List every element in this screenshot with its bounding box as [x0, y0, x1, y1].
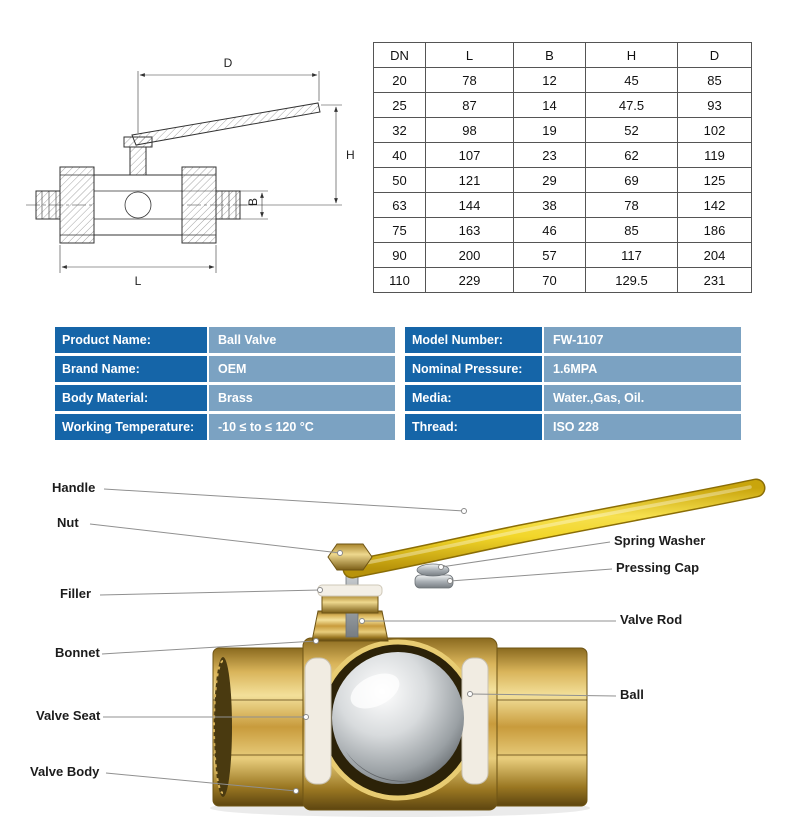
dim-cell: 102	[678, 118, 752, 143]
valve-cutaway-section	[0, 455, 800, 820]
spec-row	[55, 414, 395, 440]
dimension-L	[60, 245, 216, 273]
dimension-table-body	[374, 68, 752, 293]
dim-cell: 125	[678, 168, 752, 193]
spec-label: Model Number:	[405, 327, 542, 353]
dim-cell: 52	[586, 118, 678, 143]
union-nut-left	[60, 167, 94, 243]
valve-body-outline	[94, 175, 182, 235]
dim-row	[374, 193, 752, 218]
valve-seat-left-shape	[305, 658, 331, 784]
dim-cell: 19	[514, 118, 586, 143]
dim-cell: 98	[426, 118, 514, 143]
dim-cell: 29	[514, 168, 586, 193]
dim-cell: 85	[586, 218, 678, 243]
callout-valve-rod: Valve Rod	[620, 612, 683, 627]
valve-body-right-shape	[487, 648, 587, 806]
callout-valve-seat: Valve Seat	[36, 708, 101, 723]
callout-valve-body: Valve Body	[30, 764, 100, 779]
technical-drawing-svg	[18, 45, 358, 313]
gland-shape	[322, 595, 378, 613]
spec-value: 1.6MPA	[544, 356, 741, 382]
dim-cell: 85	[678, 68, 752, 93]
dim-cell: 129.5	[586, 268, 678, 293]
dim-cell: 163	[426, 218, 514, 243]
spec-row	[405, 327, 741, 353]
dim-cell: 107	[426, 143, 514, 168]
spec-label: Brand Name:	[55, 356, 207, 382]
union-nut-right	[182, 167, 216, 243]
leader-line-handle	[104, 489, 464, 511]
spec-label: Body Material:	[55, 385, 207, 411]
spec-label: Nominal Pressure:	[405, 356, 542, 382]
dim-cell: 20	[374, 68, 426, 93]
valve-handle-shape	[352, 487, 756, 569]
spec-row	[405, 356, 741, 382]
dim-header-cell: DN	[374, 43, 426, 68]
dim-row	[374, 143, 752, 168]
spec-value: OEM	[209, 356, 395, 382]
dim-cell: 93	[678, 93, 752, 118]
dim-cell: 23	[514, 143, 586, 168]
dim-cell: 57	[514, 243, 586, 268]
dim-cell: 12	[514, 68, 586, 93]
nut-shape	[328, 544, 372, 570]
leader-line-pressing-cap	[450, 569, 612, 581]
dim-row	[374, 268, 752, 293]
dim-cell: 45	[586, 68, 678, 93]
dim-cell: 25	[374, 93, 426, 118]
dim-label-H: H	[346, 148, 355, 162]
dim-row	[374, 118, 752, 143]
dim-row	[374, 218, 752, 243]
valve-body-left-shape	[213, 648, 313, 806]
dim-label-L: L	[134, 274, 142, 288]
dim-cell: 50	[374, 168, 426, 193]
spec-row	[405, 385, 741, 411]
dim-row	[374, 93, 752, 118]
dim-label-D: D	[223, 56, 233, 70]
filler-ring-shape	[318, 585, 382, 596]
dim-cell: 75	[374, 218, 426, 243]
spec-value: Water.,Gas, Oil.	[544, 385, 741, 411]
dim-cell: 117	[586, 243, 678, 268]
dim-cell: 14	[514, 93, 586, 118]
dim-cell: 87	[426, 93, 514, 118]
spec-value: Ball Valve	[209, 327, 395, 353]
callout-ball: Ball	[620, 687, 644, 702]
dim-cell: 144	[426, 193, 514, 218]
valve-seat-right-shape	[462, 658, 488, 784]
dim-cell: 78	[426, 68, 514, 93]
valve-cutaway-illustration	[0, 455, 800, 820]
dim-header-cell: H	[586, 43, 678, 68]
spec-label: Product Name:	[55, 327, 207, 353]
spec-value: -10 ≤ to ≤ 120 °C	[209, 414, 395, 440]
dim-cell: 63	[374, 193, 426, 218]
dim-cell: 70	[514, 268, 586, 293]
dim-cell: 90	[374, 243, 426, 268]
callout-filler: Filler	[60, 586, 92, 601]
callout-bonnet: Bonnet	[55, 645, 100, 660]
dim-cell: 121	[426, 168, 514, 193]
technical-drawing	[18, 45, 358, 313]
dim-cell: 78	[586, 193, 678, 218]
pipe-stub-left	[36, 191, 60, 219]
dim-cell: 69	[586, 168, 678, 193]
callout-spring-washer: Spring Washer	[614, 533, 706, 548]
ball-shape	[332, 652, 464, 784]
dim-header-cell: D	[678, 43, 752, 68]
dim-row	[374, 243, 752, 268]
dim-cell: 46	[514, 218, 586, 243]
dim-cell: 62	[586, 143, 678, 168]
spec-row	[55, 385, 395, 411]
dim-row	[374, 68, 752, 93]
dim-cell: 231	[678, 268, 752, 293]
leader-line-filler	[100, 590, 320, 595]
callout-pressing-cap: Pressing Cap	[616, 560, 700, 575]
callout-handle: Handle	[52, 480, 96, 495]
dim-cell: 38	[514, 193, 586, 218]
spec-row	[405, 414, 741, 440]
dim-cell: 110	[374, 268, 426, 293]
dim-header-row	[374, 43, 752, 68]
spec-value: Brass	[209, 385, 395, 411]
spec-label: Working Temperature:	[55, 414, 207, 440]
dim-cell: 40	[374, 143, 426, 168]
dim-header-cell: B	[514, 43, 586, 68]
handle-outline	[132, 103, 320, 145]
dim-cell: 186	[678, 218, 752, 243]
dim-header-cell: L	[426, 43, 514, 68]
dim-label-B: B	[246, 197, 260, 206]
dim-cell: 229	[426, 268, 514, 293]
spec-value: FW-1107	[544, 327, 741, 353]
spec-row	[55, 327, 395, 353]
dimension-table	[373, 42, 752, 293]
dim-cell: 200	[426, 243, 514, 268]
spec-table	[55, 327, 741, 440]
spec-row	[55, 356, 395, 382]
spec-label: Media:	[405, 385, 542, 411]
pipe-stub-right	[216, 191, 240, 219]
dim-cell: 119	[678, 143, 752, 168]
leader-line-nut	[90, 524, 340, 553]
spec-value: ISO 228	[544, 414, 741, 440]
dim-row	[374, 168, 752, 193]
callout-nut: Nut	[57, 515, 79, 530]
dim-cell: 204	[678, 243, 752, 268]
spec-col-left	[55, 327, 395, 440]
spring-washer-shape	[417, 564, 449, 576]
dim-cell: 142	[678, 193, 752, 218]
dim-cell: 32	[374, 118, 426, 143]
spec-col-right	[405, 327, 741, 440]
dim-cell: 47.5	[586, 93, 678, 118]
spec-label: Thread:	[405, 414, 542, 440]
